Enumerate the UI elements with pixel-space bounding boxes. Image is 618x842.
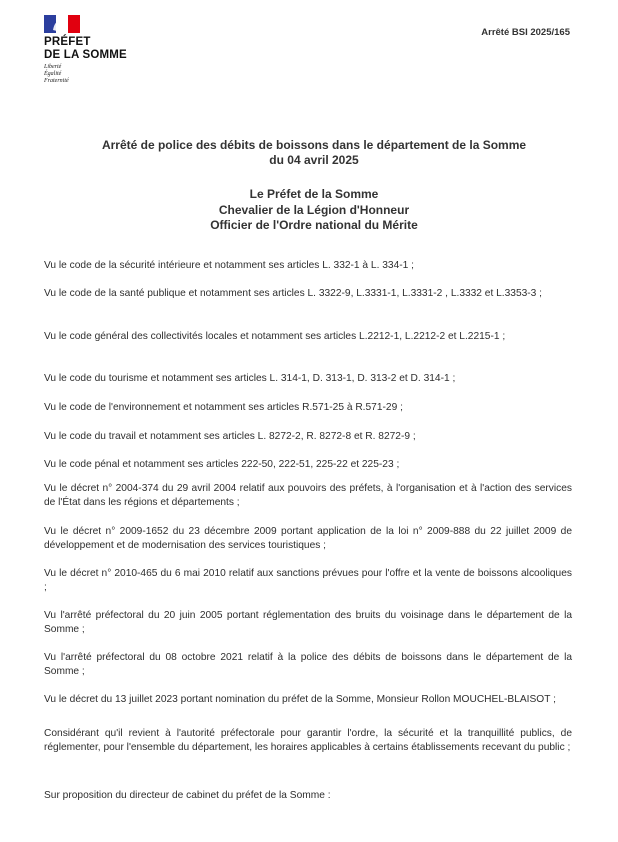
- authority-line-2: Chevalier de la Légion d'Honneur: [218, 202, 410, 217]
- authority-line-3: Officier de l'Ordre national du Mérite: [210, 218, 418, 232]
- decree-reference: Arrêté BSI 2025/165: [481, 27, 570, 38]
- visa-paragraph: Vu le code du travail et notamment ses articles L. 8272-2, R. 8272-8 et R. 8272-9 ;: [44, 431, 416, 442]
- authority-block: [44, 187, 584, 234]
- proposition-paragraph: Sur proposition du directeur de cabinet du préfet de la Somme :: [44, 790, 331, 801]
- visa-paragraph: Vu le décret du 13 juillet 2023 portant nomination du préfet de la Somme, Monsieur Rollon MOUCHEL-BLAISOT ;: [44, 694, 556, 705]
- title-line-1: Arrêté de police des débits de boissons dans le département de la Somme: [101, 138, 527, 152]
- motto-liberte: Liberté: [44, 64, 62, 70]
- logo-line-2: DE LA SOMME: [44, 48, 127, 61]
- considerant-paragraph: Considérant qu'il revient à l'autorité préfectorale pour garantir l'ordre, la sécurité et la tranquillité publics, de réglementer, pour l'ensemble du département, les horaires applicables à certains établissements recevant du public ;: [44, 728, 572, 754]
- visa-paragraph: Vu le code de l'environnement et notamment ses articles R.571-25 à R.571-29 ;: [44, 402, 403, 413]
- visa-paragraph: Vu le code pénal et notamment ses articles 222-50, 222-51, 225-22 et 225-23 ;: [44, 459, 400, 470]
- motto-fraternite: Fraternité: [44, 78, 69, 84]
- visa-paragraph: Vu le décret n° 2009-1652 du 23 décembre 2009 portant application de la loi n° 2009-888 du 22 juillet 2009 de développement et de modernisation des services touristiques ;: [44, 526, 572, 552]
- motto-egalite: Égalité: [44, 71, 62, 77]
- logo-text: [44, 36, 184, 61]
- visa-paragraph: Vu le code du tourisme et notamment ses articles L. 314-1, D. 313-1, D. 313-2 et D. 314-1 ;: [44, 373, 456, 384]
- marianne-logo-icon: [44, 15, 80, 33]
- authority-line-1: Le Préfet de la Somme: [249, 187, 379, 201]
- visa-paragraph: Vu le code de la santé publique et notamment ses articles L. 3322-9, L.3331-1, L.3331-2 , L.3332 et L.3353-3 ;: [44, 288, 543, 299]
- republic-motto: [44, 64, 184, 85]
- visa-paragraph: Vu le code général des collectivités locales et notamment ses articles L.2212-1, L.2212-2 et L.2215-1 ;: [44, 331, 506, 342]
- visa-paragraph: Vu le décret n° 2010-465 du 6 mai 2010 relatif aux sanctions prévues pour l'offre et la vente de boissons alcooliques ;: [44, 568, 572, 594]
- visa-paragraph: Vu l'arrêté préfectoral du 08 octobre 2021 relatif à la police des débits de boissons dans le département de la Somme ;: [44, 652, 572, 678]
- title-line-2: du 04 avril 2025: [269, 153, 359, 167]
- visa-paragraph: Vu le code de la sécurité intérieure et notamment ses articles L. 332-1 à L. 334-1 ;: [44, 260, 414, 271]
- document-title: [44, 138, 584, 168]
- logo-line-1: PRÉFET: [44, 36, 91, 48]
- prefecture-logo: [44, 15, 184, 85]
- visa-paragraph: Vu le décret n° 2004-374 du 29 avril 2004 relatif aux pouvoirs des préfets, à l'organisation et à l'action des services de l'État dans les régions et départements ;: [44, 483, 572, 509]
- visa-paragraph: Vu l'arrêté préfectoral du 20 juin 2005 portant réglementation des bruits du voisinage dans le département de la Somme ;: [44, 610, 572, 636]
